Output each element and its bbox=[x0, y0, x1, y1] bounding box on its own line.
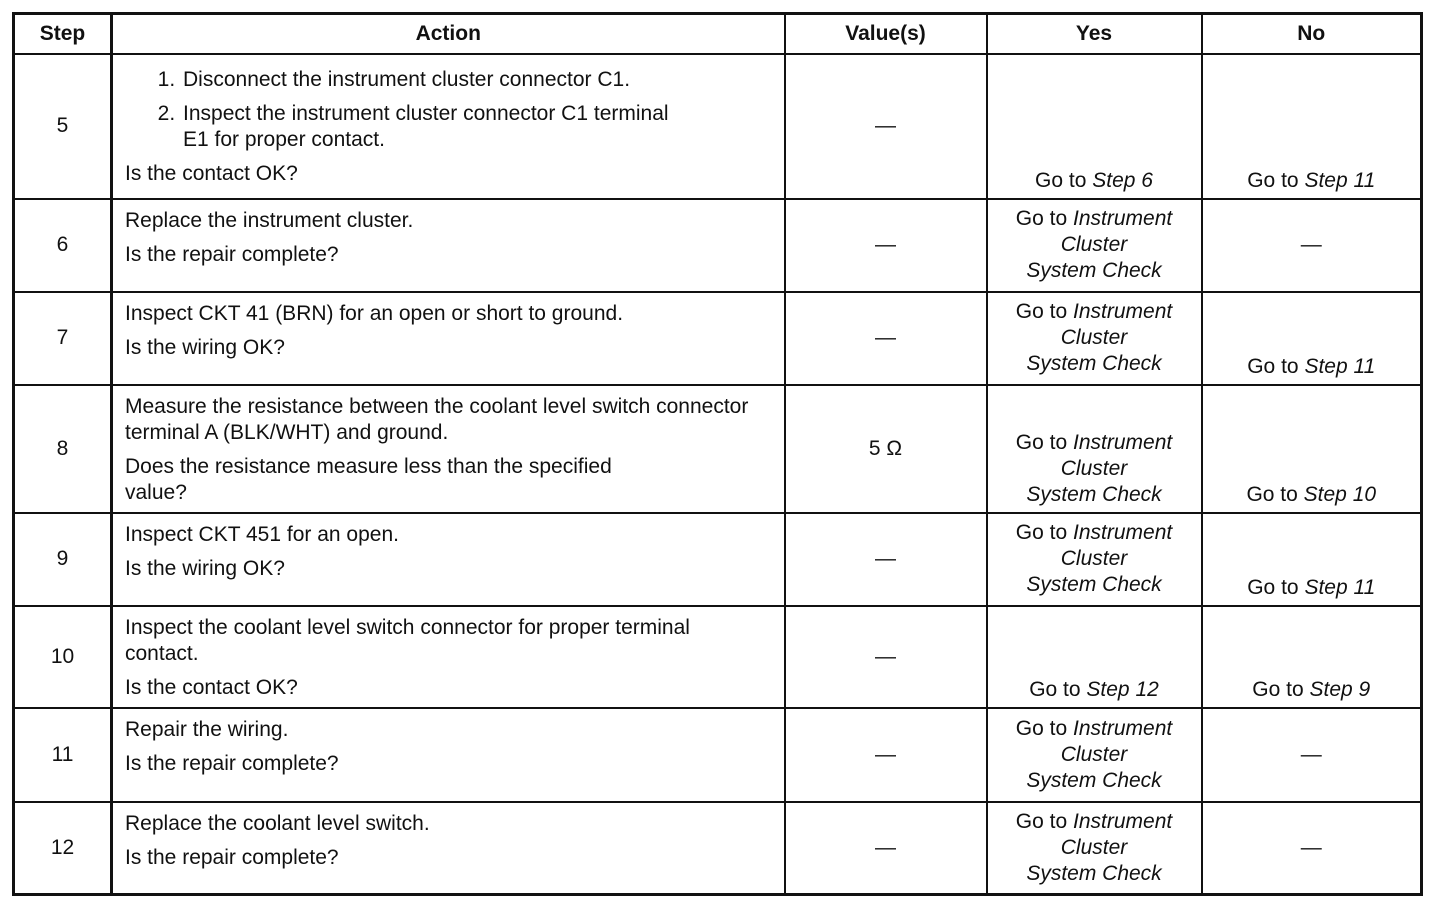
no-cell bbox=[1202, 54, 1422, 199]
header-action: Action bbox=[112, 14, 785, 54]
header-value: Value(s) bbox=[785, 14, 987, 54]
step-number: 7 bbox=[14, 292, 112, 385]
action-cell bbox=[112, 513, 785, 606]
action-question: Is the repair complete? bbox=[125, 845, 339, 869]
yes-link[interactable]: Instrument bbox=[1073, 521, 1173, 544]
yes-link[interactable]: System Check bbox=[1026, 573, 1162, 596]
action-text: Inspect CKT 41 (BRN) for an open or short to ground. bbox=[125, 301, 624, 325]
action-question: Is the wiring OK? bbox=[125, 335, 285, 359]
action-cell bbox=[112, 708, 785, 802]
yes-link[interactable]: System Check bbox=[1026, 482, 1162, 506]
action-text: Inspect the coolant level switch connector for proper terminal contact. bbox=[125, 615, 690, 665]
action-list bbox=[125, 67, 772, 153]
yes-link[interactable]: Cluster bbox=[1060, 547, 1128, 570]
yes-prefix: Go to bbox=[1015, 809, 1068, 833]
no-link[interactable]: Step 10 bbox=[1303, 482, 1377, 506]
yes-link[interactable]: Cluster bbox=[1060, 326, 1128, 349]
value-cell: — bbox=[785, 708, 987, 802]
action-question: Is the contact OK? bbox=[125, 675, 298, 699]
no-link[interactable]: Step 11 bbox=[1304, 168, 1376, 192]
yes-prefix: Go to bbox=[1035, 168, 1087, 192]
no-link[interactable]: Step 11 bbox=[1304, 354, 1376, 378]
step-number: 11 bbox=[14, 708, 112, 802]
table-row bbox=[14, 385, 1422, 513]
yes-prefix: Go to bbox=[1015, 430, 1068, 454]
yes-prefix: Go to bbox=[1029, 677, 1081, 701]
yes-cell bbox=[987, 513, 1202, 606]
step-number: 12 bbox=[14, 802, 112, 895]
yes-cell bbox=[987, 802, 1202, 895]
action-question: Does the resistance measure less than the specified value? bbox=[125, 454, 612, 504]
no-prefix: Go to bbox=[1247, 354, 1299, 378]
yes-prefix: Go to bbox=[1015, 716, 1068, 740]
table-row bbox=[14, 708, 1422, 802]
action-text: Repair the wiring. bbox=[125, 717, 289, 741]
yes-link[interactable]: Instrument bbox=[1073, 300, 1173, 323]
value-cell: — bbox=[785, 199, 987, 292]
action-cell bbox=[112, 54, 785, 199]
value-cell: — bbox=[785, 802, 987, 895]
header-step: Step bbox=[14, 14, 112, 54]
no-link[interactable]: Step 11 bbox=[1304, 575, 1376, 599]
yes-link[interactable]: Cluster bbox=[1060, 835, 1128, 859]
action-cell bbox=[112, 292, 785, 385]
step-number: 6 bbox=[14, 199, 112, 292]
yes-link[interactable]: Instrument bbox=[1073, 430, 1173, 454]
header-yes: Yes bbox=[987, 14, 1202, 54]
no-cell bbox=[1202, 513, 1422, 606]
no-prefix: Go to bbox=[1247, 168, 1299, 192]
yes-cell bbox=[987, 292, 1202, 385]
table-row bbox=[14, 513, 1422, 606]
yes-prefix: Go to bbox=[1015, 521, 1068, 544]
value-cell: — bbox=[785, 513, 987, 606]
diagnostic-table bbox=[12, 12, 1423, 896]
yes-link[interactable]: Instrument bbox=[1073, 716, 1173, 740]
yes-prefix: Go to bbox=[1015, 207, 1068, 230]
table-row bbox=[14, 199, 1422, 292]
action-list-item: 2. Inspect the instrument cluster connector C1 terminal E1 for proper contact. bbox=[181, 101, 673, 153]
yes-link[interactable]: Instrument bbox=[1073, 809, 1173, 833]
step-number: 9 bbox=[14, 513, 112, 606]
no-cell bbox=[1202, 292, 1422, 385]
no-prefix: Go to bbox=[1247, 575, 1299, 599]
yes-cell bbox=[987, 708, 1202, 802]
table-row bbox=[14, 802, 1422, 895]
action-cell bbox=[112, 385, 785, 513]
no-prefix: Go to bbox=[1246, 482, 1298, 506]
no-cell: — bbox=[1202, 802, 1422, 895]
yes-link[interactable]: System Check bbox=[1026, 259, 1162, 282]
yes-prefix: Go to bbox=[1015, 300, 1068, 323]
value-cell: 5 Ω bbox=[785, 385, 987, 513]
table-row bbox=[14, 54, 1422, 199]
action-text: Measure the resistance between the coolant level switch connector terminal A (BLK/WHT) and ground. bbox=[125, 394, 749, 444]
action-question: Is the contact OK? bbox=[125, 161, 298, 185]
yes-link[interactable]: Step 6 bbox=[1092, 168, 1153, 192]
no-prefix: Go to bbox=[1252, 677, 1304, 701]
action-question: Is the repair complete? bbox=[125, 751, 339, 775]
action-cell bbox=[112, 199, 785, 292]
yes-link[interactable]: System Check bbox=[1026, 768, 1162, 792]
step-number: 8 bbox=[14, 385, 112, 513]
no-link[interactable]: Step 9 bbox=[1309, 677, 1371, 701]
value-cell: — bbox=[785, 606, 987, 708]
yes-cell bbox=[987, 606, 1202, 708]
yes-link[interactable]: Cluster bbox=[1060, 742, 1128, 766]
step-number: 5 bbox=[14, 54, 112, 199]
no-cell bbox=[1202, 385, 1422, 513]
action-text: Inspect CKT 451 for an open. bbox=[125, 522, 399, 546]
value-cell: — bbox=[785, 54, 987, 199]
yes-link[interactable]: System Check bbox=[1026, 352, 1162, 375]
action-text: Replace the coolant level switch. bbox=[125, 811, 430, 835]
action-question: Is the repair complete? bbox=[125, 242, 339, 266]
action-list-item: 1. Disconnect the instrument cluster connector C1. bbox=[181, 67, 772, 93]
step-number: 10 bbox=[14, 606, 112, 708]
table-row bbox=[14, 606, 1422, 708]
action-cell bbox=[112, 802, 785, 895]
action-cell bbox=[112, 606, 785, 708]
no-cell: — bbox=[1202, 708, 1422, 802]
no-cell bbox=[1202, 606, 1422, 708]
yes-cell bbox=[987, 385, 1202, 513]
header-row bbox=[14, 14, 1422, 54]
yes-link[interactable]: Cluster bbox=[1060, 456, 1128, 480]
header-no: No bbox=[1202, 14, 1422, 54]
yes-link[interactable]: System Check bbox=[1026, 861, 1162, 885]
action-text: Replace the instrument cluster. bbox=[125, 208, 414, 232]
table-row bbox=[14, 292, 1422, 385]
yes-cell bbox=[987, 54, 1202, 199]
yes-link[interactable]: Cluster bbox=[1060, 233, 1128, 256]
value-cell: — bbox=[785, 292, 987, 385]
yes-link[interactable]: Step 12 bbox=[1086, 677, 1159, 701]
yes-link[interactable]: Instrument bbox=[1073, 207, 1173, 230]
action-question: Is the wiring OK? bbox=[125, 556, 285, 580]
yes-cell bbox=[987, 199, 1202, 292]
no-cell: — bbox=[1202, 199, 1422, 292]
